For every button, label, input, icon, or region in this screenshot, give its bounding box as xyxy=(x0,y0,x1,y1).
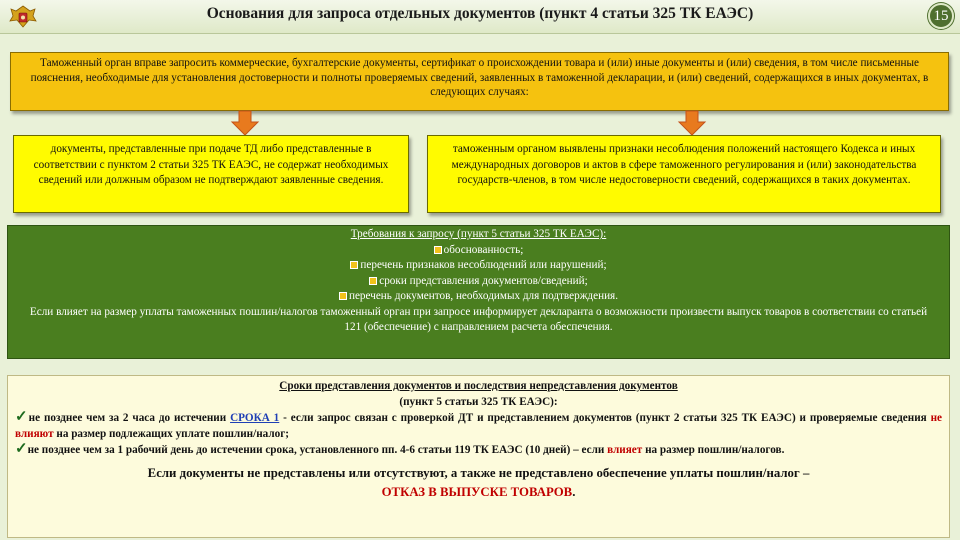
square-bullet-icon xyxy=(369,277,377,285)
deadlines-box xyxy=(7,375,950,538)
checkmark-icon: ✓ xyxy=(15,409,29,425)
checkmark-icon: ✓ xyxy=(15,441,28,457)
requirements-note: Если влияет на размер уплаты таможенных пошлин/налогов таможенный орган при запросе информирует декларанта о возможности произвести выпуск товаров в соответствии со статьей 121 (обеспечение) с направлением расчета обеспечения. xyxy=(29,305,928,333)
case-right-text: таможенным органом выявлены признаки несоблюдения положений настоящего Кодекса и иных международных договоров и актов в сфере таможенного регулирования и (или) законодательства государств-членов, в том числе недостоверности сведений, содержащихся в таких документах. xyxy=(451,143,917,186)
top-statement-box xyxy=(10,52,949,111)
deadlines-subtitle: (пункт 5 статьи 325 ТК ЕАЭС): xyxy=(399,395,558,408)
srok-1-link[interactable]: СРОКА 1 xyxy=(230,412,280,424)
case-left-text: документы, представленные при подаче ТД либо представленные в соответствии с пунктом 2 статьи 325 ТК ЕАЭС, не содержат необходимых сведений или должным образом не подтверждают заявленные сведения. xyxy=(33,143,389,186)
square-bullet-icon xyxy=(339,292,347,300)
case-box-left xyxy=(13,135,409,213)
square-bullet-icon xyxy=(434,246,442,254)
page-number-badge: 15 xyxy=(928,3,954,29)
down-arrow-icon xyxy=(677,110,707,136)
case-box-right xyxy=(427,135,941,213)
page-title: Основания для запроса отдельных документов (пункт 4 статьи 325 ТК ЕАЭС) xyxy=(206,5,754,22)
requirement-item: сроки представления документов/сведений; xyxy=(28,274,929,290)
not-affect-highlight: не влияют xyxy=(15,412,942,440)
top-statement-text: Таможенный орган вправе запросить коммерческие, бухгалтерские документы, сертификат о происхождении товара и (или) иные документы и (или) сведения, в том числе письменные пояснения, необходимые для установления достоверности и полноты проверяемых сведений, заявленных в таможенной декларации, и (или) сведений, содержащихся в иных документах, в следующих случаях: xyxy=(30,57,929,98)
deadlines-title: Сроки представления документов и последствия непредставления документов xyxy=(279,380,678,392)
square-bullet-icon xyxy=(350,261,358,269)
refusal-text: ОТКАЗ В ВЫПУСКЕ ТОВАРОВ xyxy=(381,484,573,499)
requirement-item: перечень признаков несоблюдений или нарушений; xyxy=(28,258,929,274)
requirement-item: перечень документов, необходимых для подтверждения. xyxy=(28,289,929,305)
requirements-title: Требования к запросу (пункт 5 статьи 325 ТК ЕАЭС): xyxy=(350,228,607,240)
deadlines-conclusion: Если документы не представлены или отсутствуют, а также не представлено обеспечение уплаты пошлин/налог – ОТКАЗ В ВЫПУСКЕ ТОВАРОВ. xyxy=(147,465,810,499)
deadline-item-2: ✓не позднее чем за 1 рабочий день до истечении срока, установленного пп. 4-6 статьи 119 ТК ЕАЭС (10 дней) – если влияет на размер пошлин/налогов. xyxy=(15,441,785,457)
deadline-item-1: ✓не позднее чем за 2 часа до истечении СРОКА 1 - если запрос связан с проверкой ДТ и представлением документов (пункт 2 статьи 325 ТК ЕАЭС) и проверяемые сведения не влияют на размер подлежащих уплате пошлин/налог; xyxy=(15,409,942,440)
requirement-item: обоснованность; xyxy=(28,243,929,259)
down-arrow-icon xyxy=(230,110,260,136)
requirements-box xyxy=(7,225,950,359)
header-bar xyxy=(0,0,960,34)
affects-highlight: влияет xyxy=(607,444,643,456)
